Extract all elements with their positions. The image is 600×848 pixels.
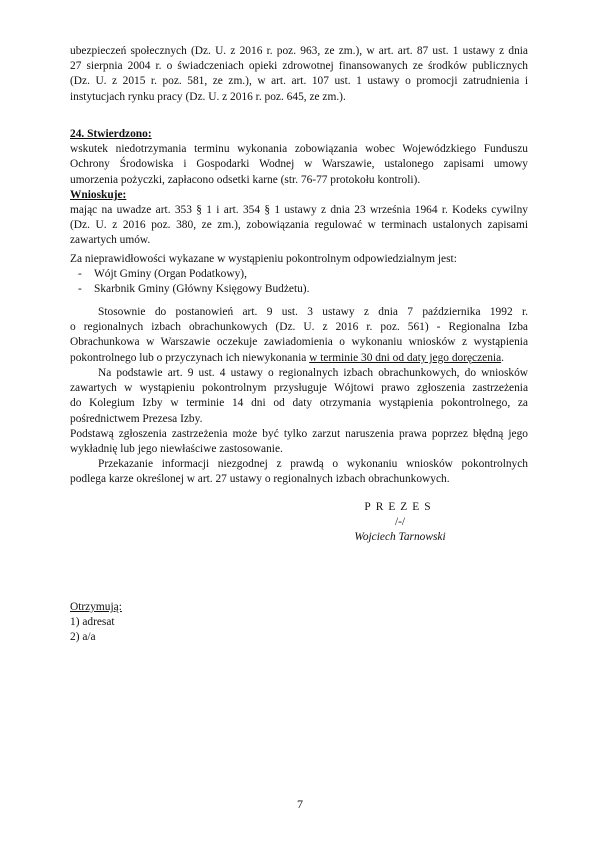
text-line: wskutek niedotrzymania terminu wykonania zobowiązania wobec Wojewódzkiego Funduszu	[70, 143, 528, 156]
text-line: podlega karze określonej w art. 27 ustawy o regionalnych izbach obrachunkowych.	[70, 473, 450, 486]
page-number: 7	[297, 797, 303, 811]
signature-title: PREZES	[364, 501, 436, 513]
recipient-item: 1) adresat	[70, 616, 115, 629]
signatory-name: Wojciech Tarnowski	[354, 531, 446, 543]
text-line: do Kolegium Izby w terminie 14 dni od daty otrzymania wystąpienia pokontrolnego, za	[70, 397, 528, 410]
text-line: zawartych w wystąpieniu pokontrolnym przysługuje Wójtowi prawo zgłoszenia zastrzeżenia	[70, 382, 528, 395]
recipient-item: 2) a/a	[70, 631, 96, 644]
deadline-underlined: w terminie 30 dni od daty jego doręczenia	[309, 351, 502, 364]
text-line: o regionalnych izbach obrachunkowych (Dz. U. z 2016 r. poz. 561) - Regionalna Izba	[70, 321, 528, 334]
text-line: Przekazanie informacji niezgodnej z prawdą o wykonaniu wniosków pokontrolnych	[98, 458, 528, 471]
text-line: mając na uwadze art. 353 § 1 i art. 354 § 1 ustawy z dnia 23 września 1964 r. Kodeks cywilny	[70, 204, 528, 217]
text-fragment: .	[501, 351, 504, 364]
responsible-item: - Wójt Gminy (Organ Podatkowy),	[70, 267, 528, 282]
text-line: umorzenia pożyczki, zapłacono odsetki karne (str. 76-77 protokołu kontroli).	[70, 173, 421, 186]
text-fragment: pokontrolnego lub o przyczynach ich niewykonania	[70, 351, 310, 364]
paragraph-na-podstawie	[70, 366, 528, 488]
signature-block	[330, 500, 470, 545]
section-24	[70, 127, 528, 249]
responsible-intro: Za nieprawidłowości wykazane w wystąpieniu pokontrolnym odpowiedzialnym jest:	[70, 253, 457, 265]
text-line: pośrednictwem Prezesa Izby.	[70, 412, 203, 425]
section-heading: 24. Stwierdzono:	[70, 128, 152, 140]
text-line: Stosownie do postanowień art. 9 ust. 3 ustawy z dnia 7 października 1992 r.	[98, 306, 528, 318]
text-line: zawartych umów.	[70, 234, 151, 247]
text-line: Obrachunkowa w Warszawie oczekuje zawiadomienia o wykonaniu wniosków z wystąpienia	[70, 336, 528, 349]
text-line: instytucjach rynku pracy (Dz. U. z 2016 r. poz. 645, ze zm.).	[70, 90, 346, 103]
responsible-persons	[70, 252, 528, 298]
paragraph-stosownie	[70, 305, 528, 366]
paragraph-legal-references	[70, 44, 528, 105]
text-line: wykładnię lub jego niewłaściwe zastosowanie.	[70, 443, 283, 456]
text-line: Na podstawie art. 9 ust. 4 ustawy o regionalnych izbach obrachunkowych, do wniosków	[98, 367, 528, 379]
recipients-heading: Otrzymują:	[70, 601, 122, 613]
text-line: (Dz. U. z 2015 r. poz. 581, ze zm.), w art. art. 107 ust. 1 ustawy o promocji zatrudnienia i	[70, 75, 528, 88]
signature-mark: /-/	[394, 516, 406, 528]
text-line: Podstawą zgłoszenia zastrzeżenia może być tylko zarzut naruszenia prawa poprzez błędną jego	[70, 427, 528, 440]
wnioskuje-heading: Wnioskuje:	[70, 188, 127, 201]
recipients	[70, 600, 528, 646]
responsible-item: - Skarbnik Gminy (Główny Księgowy Budżetu).	[70, 282, 528, 297]
text-line: Ochrony Środowiska i Gospodarki Wodnej w Warszawie, ustalonego zapisami umowy	[70, 158, 528, 171]
text-line: (Dz. U. z 2016 poz. 380, ze zm.), zobowiązania regulować w terminach ustalonych zapisami	[70, 219, 528, 232]
text-line	[70, 351, 528, 366]
text-line: ubezpieczeń społecznych (Dz. U. z 2016 r. poz. 963, ze zm.), w art. art. 87 ust. 1 ustawy z dnia	[70, 45, 528, 57]
text-line: 27 sierpnia 2004 r. o świadczeniach opieki zdrowotnej finansowanych ze środków publicznych	[70, 60, 528, 73]
